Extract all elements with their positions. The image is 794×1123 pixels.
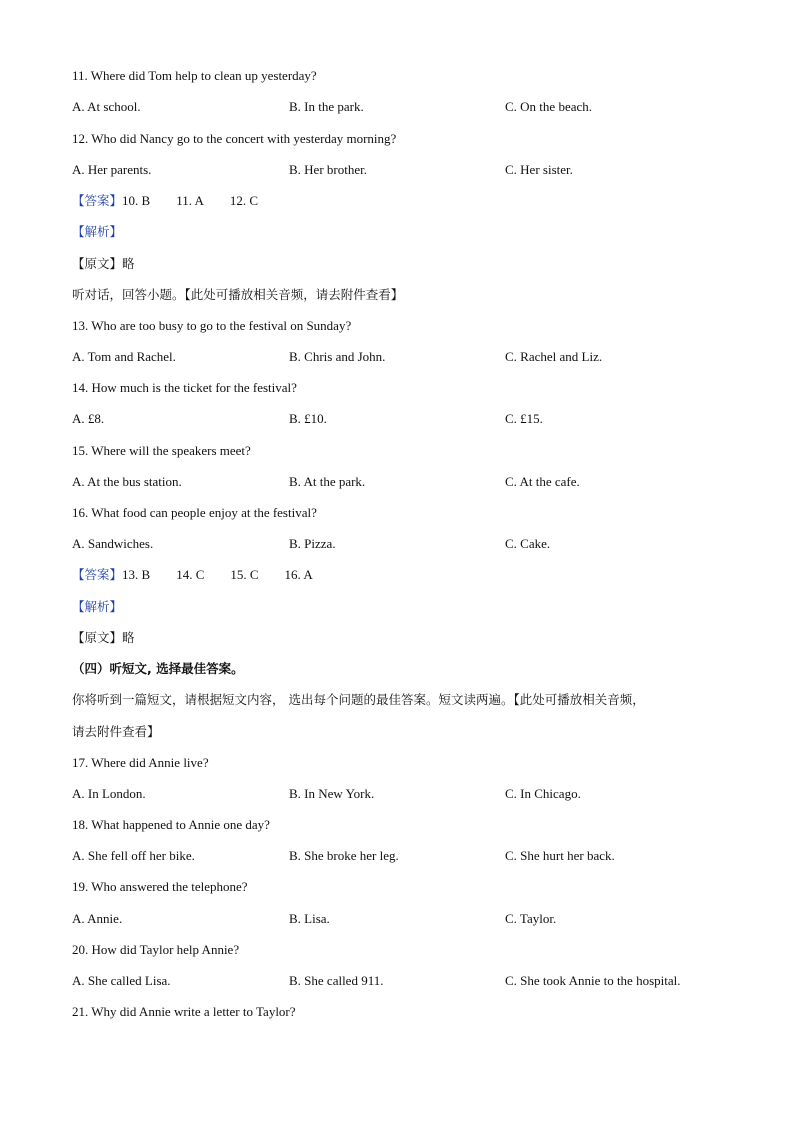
answer-item: 14. C <box>176 567 205 582</box>
q14-option-c: C. £15. <box>505 411 543 426</box>
q15-option-b: B. At the park. <box>289 474 366 489</box>
q11-option-a: A. At school. <box>72 99 141 114</box>
section3-instruction-line1: 你将听到一篇短文，请根据短文内容， 选出每个问题的最佳答案。短文读两遍。【此处可播放相关音频， <box>72 692 645 707</box>
q18-option-b: B. She broke her leg. <box>289 848 399 863</box>
answer-line-1 <box>72 192 284 210</box>
question-19: 19. Who answered the telephone? <box>72 879 248 894</box>
section3-instruction-line2: 请去附件查看】 <box>72 724 160 739</box>
question-17: 17. Where did Annie live? <box>72 755 209 770</box>
q19-option-a: A. Annie. <box>72 911 123 926</box>
question-21: 21. Why did Annie write a letter to Taylor? <box>72 1004 296 1019</box>
original-line-2 <box>72 629 135 647</box>
answer-item: 13. B <box>122 567 151 582</box>
answer-tag: 【答案】 <box>72 567 123 582</box>
analysis-tag: 【解析】 <box>72 224 123 239</box>
q16-option-c: C. Cake. <box>505 536 551 551</box>
question-16: 16. What food can people enjoy at the festival? <box>72 505 317 520</box>
q17-option-a: A. In London. <box>72 786 146 801</box>
q14-option-b: B. £10. <box>289 411 327 426</box>
q17-option-b: B. In New York. <box>289 786 375 801</box>
analysis-tag: 【解析】 <box>72 599 123 614</box>
answer-item: 15. C <box>230 567 259 582</box>
section3-heading: （四）听短文, 选择最佳答案。 <box>72 661 244 676</box>
q11-option-c: C. On the beach. <box>505 99 593 114</box>
answer-item: 10. B <box>122 193 151 208</box>
question-15: 15. Where will the speakers meet? <box>72 443 251 458</box>
original-tag: 【原文】 <box>72 630 123 645</box>
question-18: 18. What happened to Annie one day? <box>72 817 270 832</box>
q14-option-a: A. £8. <box>72 411 105 426</box>
q19-option-b: B. Lisa. <box>289 911 330 926</box>
original-line-1 <box>72 255 135 273</box>
q13-option-a: A. Tom and Rachel. <box>72 349 176 364</box>
q20-option-c: C. She took Annie to the hospital. <box>505 973 681 988</box>
q13-option-c: C. Rachel and Liz. <box>505 349 603 364</box>
original-text: 略 <box>122 630 135 645</box>
q18-option-a: A. She fell off her bike. <box>72 848 195 863</box>
question-11: 11. Where did Tom help to clean up yesterday? <box>72 68 317 83</box>
original-tag: 【原文】 <box>72 256 123 271</box>
question-13: 13. Who are too busy to go to the festival on Sunday? <box>72 318 352 333</box>
q19-option-c: C. Taylor. <box>505 911 557 926</box>
answer-item: 12. C <box>229 193 259 208</box>
question-20: 20. How did Taylor help Annie? <box>72 942 240 957</box>
answer-item: 11. A <box>176 193 204 208</box>
q12-option-a: A. Her parents. <box>72 162 152 177</box>
q16-option-b: B. Pizza. <box>289 536 336 551</box>
q13-option-b: B. Chris and John. <box>289 349 386 364</box>
q15-option-c: C. At the cafe. <box>505 474 580 489</box>
q17-option-c: C. In Chicago. <box>505 786 581 801</box>
q20-option-b: B. She called 911. <box>289 973 384 988</box>
q11-option-b: B. In the park. <box>289 99 364 114</box>
question-12: 12. Who did Nancy go to the concert with yesterday morning? <box>72 131 397 146</box>
answer-tag: 【答案】 <box>72 193 123 208</box>
q20-option-a: A. She called Lisa. <box>72 973 171 988</box>
q12-option-c: C. Her sister. <box>505 162 573 177</box>
section2-instruction: 听对话，回答小题。【此处可播放相关音频，请去附件查看】 <box>72 287 404 302</box>
q18-option-c: C. She hurt her back. <box>505 848 615 863</box>
answer-item: 16. A <box>284 567 313 582</box>
q15-option-a: A. At the bus station. <box>72 474 182 489</box>
original-text: 略 <box>122 256 135 271</box>
q16-option-a: A. Sandwiches. <box>72 536 154 551</box>
answer-line-2 <box>72 566 339 584</box>
question-14: 14. How much is the ticket for the festival? <box>72 380 297 395</box>
q12-option-b: B. Her brother. <box>289 162 367 177</box>
